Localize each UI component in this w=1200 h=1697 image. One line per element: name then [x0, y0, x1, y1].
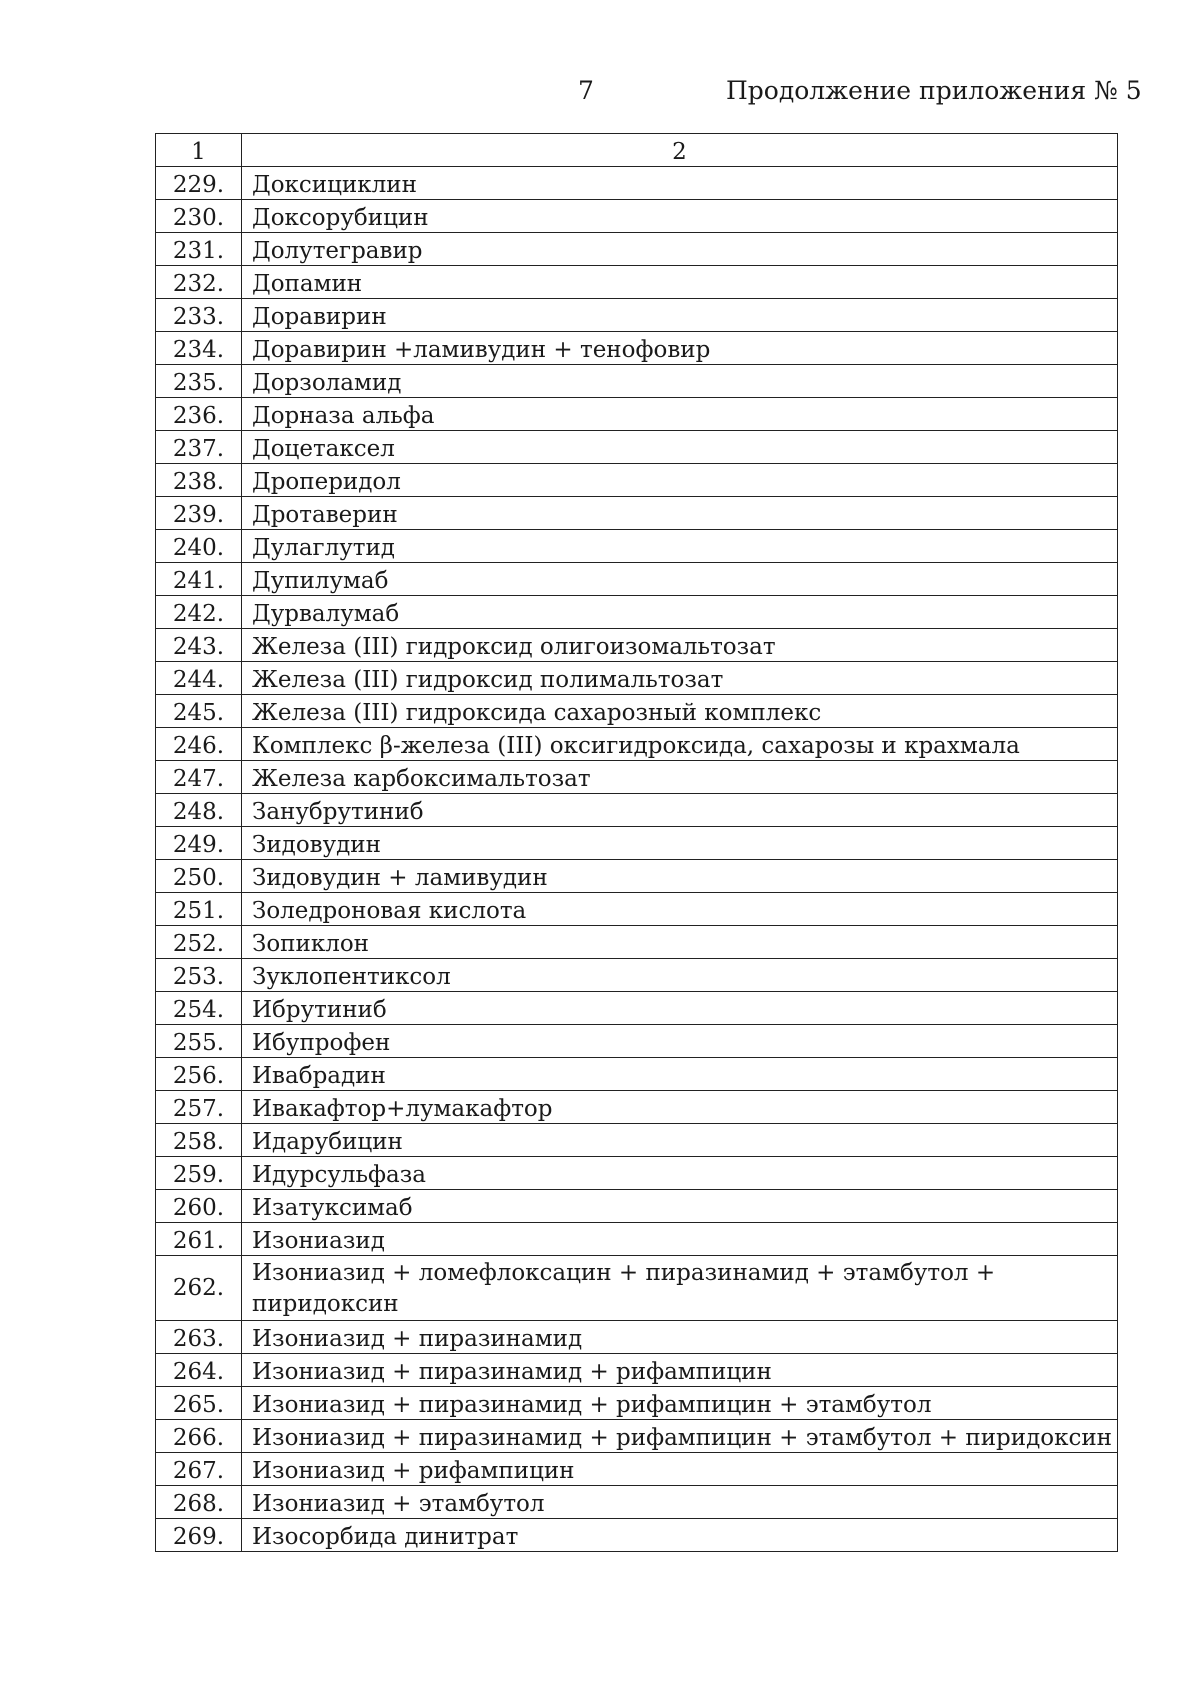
row-number: 239.: [156, 497, 242, 530]
table-row: [156, 563, 1118, 596]
table-row: [156, 1223, 1118, 1256]
drug-name: Зопиклон: [242, 926, 1118, 959]
row-number: 235.: [156, 365, 242, 398]
table-row: [156, 728, 1118, 761]
table-row: [156, 1058, 1118, 1091]
row-number: 260.: [156, 1190, 242, 1223]
table-row: [156, 662, 1118, 695]
row-number: 266.: [156, 1420, 242, 1453]
table-row: [156, 1321, 1118, 1354]
row-number: 258.: [156, 1124, 242, 1157]
row-number: 261.: [156, 1223, 242, 1256]
row-number: 250.: [156, 860, 242, 893]
table-row: [156, 794, 1118, 827]
drug-name: Дротаверин: [242, 497, 1118, 530]
table-row: [156, 266, 1118, 299]
table-row: [156, 1091, 1118, 1124]
row-number: 245.: [156, 695, 242, 728]
drug-name: Дорзоламид: [242, 365, 1118, 398]
row-number: 265.: [156, 1387, 242, 1420]
drug-name: Ивабрадин: [242, 1058, 1118, 1091]
row-number: 269.: [156, 1519, 242, 1552]
table-row: [156, 332, 1118, 365]
drug-name: Идарубицин: [242, 1124, 1118, 1157]
table-row: [156, 365, 1118, 398]
row-number: 241.: [156, 563, 242, 596]
drug-name: Доксициклин: [242, 167, 1118, 200]
drug-name: Изосорбида динитрат: [242, 1519, 1118, 1552]
drug-name: Железа (III) гидроксида сахарозный комплекс: [242, 695, 1118, 728]
row-number: 240.: [156, 530, 242, 563]
table-row: [156, 860, 1118, 893]
drug-name: Дорназа альфа: [242, 398, 1118, 431]
row-number: 264.: [156, 1354, 242, 1387]
row-number: 243.: [156, 629, 242, 662]
table-row: [156, 167, 1118, 200]
row-number: 248.: [156, 794, 242, 827]
table-row: [156, 827, 1118, 860]
drug-name: Изониазид + этамбутол: [242, 1486, 1118, 1519]
row-number: 256.: [156, 1058, 242, 1091]
drug-name: Занубрутиниб: [242, 794, 1118, 827]
row-number: 237.: [156, 431, 242, 464]
row-number: 246.: [156, 728, 242, 761]
drug-name: Изониазид + пиразинамид + рифампицин + этамбутол: [242, 1387, 1118, 1420]
row-number: 236.: [156, 398, 242, 431]
page-number: 7: [578, 76, 594, 105]
row-number: 249.: [156, 827, 242, 860]
drug-name: Железа (III) гидроксид полимальтозат: [242, 662, 1118, 695]
table-row: [156, 1354, 1118, 1387]
drug-name: Зидовудин: [242, 827, 1118, 860]
row-number: 244.: [156, 662, 242, 695]
row-number: 253.: [156, 959, 242, 992]
drug-name: Изониазид + рифампицин: [242, 1453, 1118, 1486]
row-number: 230.: [156, 200, 242, 233]
drug-name: Доравирин: [242, 299, 1118, 332]
table-row: [156, 761, 1118, 794]
row-number: 238.: [156, 464, 242, 497]
row-number: 232.: [156, 266, 242, 299]
row-number: 263.: [156, 1321, 242, 1354]
table-row: [156, 1025, 1118, 1058]
drug-name: Изатуксимаб: [242, 1190, 1118, 1223]
drug-name: Зидовудин + ламивудин: [242, 860, 1118, 893]
drug-name: Комплекс β-железа (III) оксигидроксида, сахарозы и крахмала: [242, 728, 1118, 761]
table-header-row: [156, 134, 1118, 167]
column-header-number: 1: [156, 134, 242, 167]
row-number: 257.: [156, 1091, 242, 1124]
row-number: 233.: [156, 299, 242, 332]
drug-name: Ибрутиниб: [242, 992, 1118, 1025]
drug-name: Зуклопентиксол: [242, 959, 1118, 992]
drug-name: Дроперидол: [242, 464, 1118, 497]
drug-name: Изониазид: [242, 1223, 1118, 1256]
table-row: [156, 1420, 1118, 1453]
drug-name: Допамин: [242, 266, 1118, 299]
table-row: [156, 926, 1118, 959]
drug-name: Ибупрофен: [242, 1025, 1118, 1058]
drug-name: Железа (III) гидроксид олигоизомальтозат: [242, 629, 1118, 662]
table-row: [156, 959, 1118, 992]
table-row: [156, 530, 1118, 563]
row-number: 247.: [156, 761, 242, 794]
drug-name: Доравирин +ламивудин + тенофовир: [242, 332, 1118, 365]
table-row: [156, 1387, 1118, 1420]
drug-name: Изониазид + ломефлоксацин + пиразинамид + этамбутол + пиридоксин: [242, 1256, 1118, 1321]
drug-name: Железа карбоксимальтозат: [242, 761, 1118, 794]
drug-name: Изониазид + пиразинамид + рифампицин: [242, 1354, 1118, 1387]
table-row: [156, 992, 1118, 1025]
table-row: [156, 431, 1118, 464]
drug-name: Изониазид + пиразинамид: [242, 1321, 1118, 1354]
drug-list-table: [155, 133, 1118, 1552]
row-number: 254.: [156, 992, 242, 1025]
drug-name: Изониазид + пиразинамид + рифампицин + этамбутол + пиридоксин: [242, 1420, 1118, 1453]
table-row: [156, 596, 1118, 629]
drug-name: Дупилумаб: [242, 563, 1118, 596]
row-number: 234.: [156, 332, 242, 365]
row-number: 268.: [156, 1486, 242, 1519]
table-row: [156, 1519, 1118, 1552]
table-row: [156, 200, 1118, 233]
table-row: [156, 1190, 1118, 1223]
drug-name: Долутегравир: [242, 233, 1118, 266]
drug-name: Доксорубицин: [242, 200, 1118, 233]
table-row: [156, 233, 1118, 266]
table-row: [156, 497, 1118, 530]
row-number: 252.: [156, 926, 242, 959]
table-row: [156, 1486, 1118, 1519]
column-header-name: 2: [242, 134, 1118, 167]
row-number: 259.: [156, 1157, 242, 1190]
appendix-continuation-note: Продолжение приложения № 5: [726, 76, 1142, 105]
drug-name: Дурвалумаб: [242, 596, 1118, 629]
table-row: [156, 629, 1118, 662]
row-number: 251.: [156, 893, 242, 926]
row-number: 229.: [156, 167, 242, 200]
row-number: 267.: [156, 1453, 242, 1486]
drug-name: Дулаглутид: [242, 530, 1118, 563]
row-number: 255.: [156, 1025, 242, 1058]
table-row: [156, 1256, 1118, 1321]
drug-name: Золедроновая кислота: [242, 893, 1118, 926]
drug-name: Ивакафтор+лумакафтор: [242, 1091, 1118, 1124]
row-number: 242.: [156, 596, 242, 629]
table-row: [156, 1453, 1118, 1486]
table-row: [156, 398, 1118, 431]
table-row: [156, 464, 1118, 497]
table-row: [156, 1124, 1118, 1157]
drug-name: Доцетаксел: [242, 431, 1118, 464]
table-row: [156, 299, 1118, 332]
table-row: [156, 695, 1118, 728]
table-row: [156, 893, 1118, 926]
row-number: 262.: [156, 1256, 242, 1321]
drug-name: Идурсульфаза: [242, 1157, 1118, 1190]
row-number: 231.: [156, 233, 242, 266]
table-row: [156, 1157, 1118, 1190]
